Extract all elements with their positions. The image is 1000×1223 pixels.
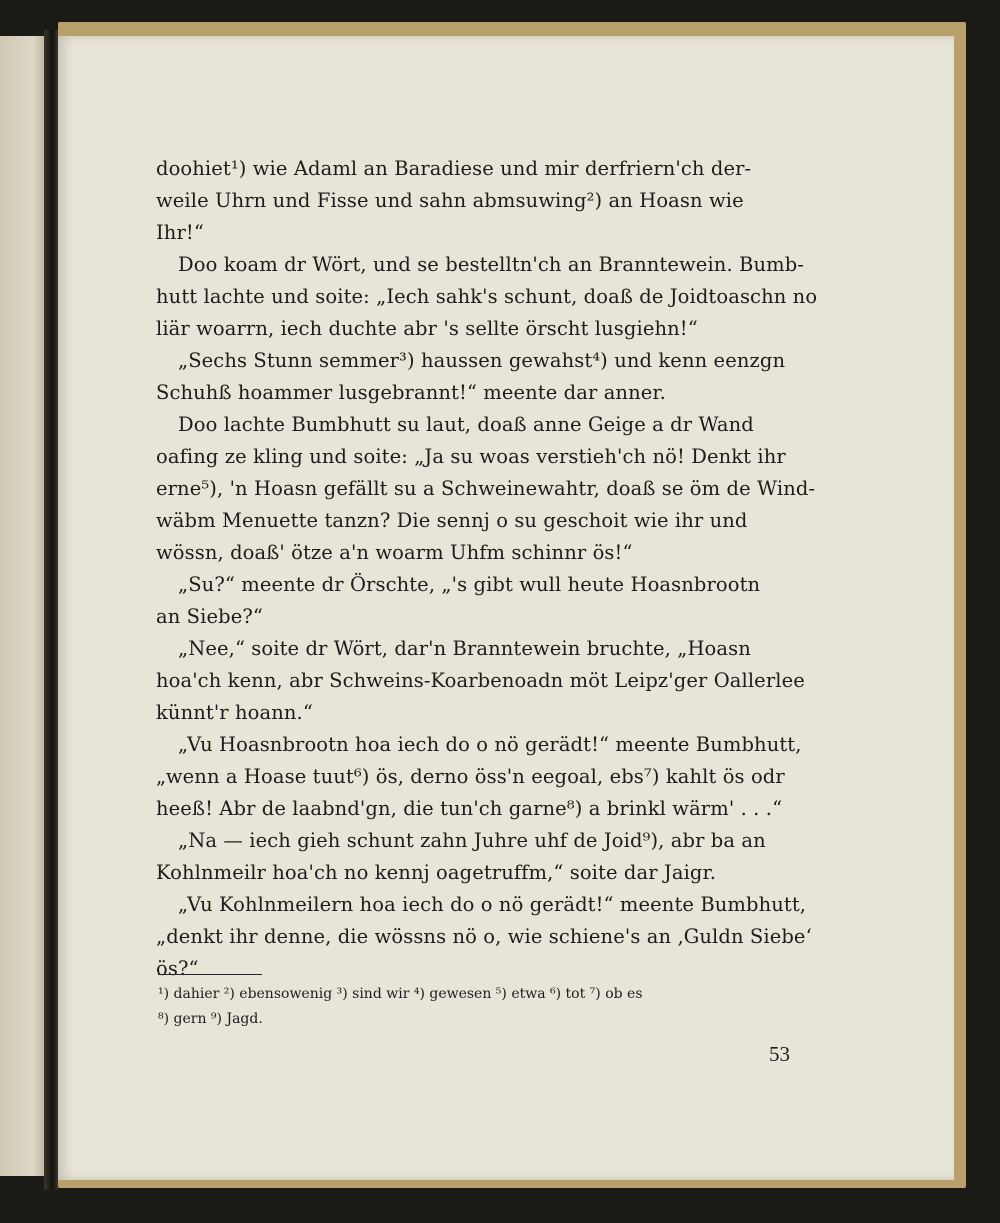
text-line: Ihr!“ <box>156 221 204 244</box>
text-line: heeß! Abr de laabnd'gn, die tun'ch garne⁸) a brinkl wärm' . . .“ <box>156 797 783 820</box>
text-line: „wenn a Hoase tuut⁶) ös, derno öss'n eegoal, ebs⁷) kahlt ös odr <box>156 765 785 788</box>
text-line: erne⁵), 'n Hoasn gefällt su a Schweinewahtr, doaß se öm de Wind- <box>156 477 816 500</box>
text-line: „Na — iech gieh schunt zahn Juhre uhf de Joid⁹), abr ba an <box>178 829 766 852</box>
text-line: doohiet¹) wie Adaml an Baradiese und mir derfriern'ch der- <box>156 157 752 180</box>
text-line: oafing ze kling und soite: „Ja su woas verstieh'ch nö! Denkt ihr <box>156 445 786 468</box>
text-line: „Vu Hoasnbrootn hoa iech do o nö gerädt!“ meente Bumbhutt, <box>178 733 802 756</box>
footnotes <box>158 982 848 1032</box>
footnote-line: ¹) dahier ²) ebensowenig ³) sind wir ⁴) gewesen ⁵) etwa ⁶) tot ⁷) ob es <box>158 986 643 1002</box>
text-line: „Sechs Stunn semmer³) haussen gewahst⁴) und kenn eenzgn <box>178 349 786 372</box>
text-line: weile Uhrn und Fisse und sahn abmsuwing²) an Hoasn wie <box>156 189 744 212</box>
text-line: Doo lachte Bumbhutt su laut, doaß anne Geige a dr Wand <box>178 413 754 436</box>
text-line: künnt'r hoann.“ <box>156 701 313 724</box>
text-line: ös?“ <box>156 957 199 980</box>
text-line: „denkt ihr denne, die wössns nö o, wie schiene's an ‚Guldn Siebe‘ <box>156 925 812 948</box>
text-line: hutt lachte und soite: „Iech sahk's schunt, doaß de Joidtoaschn no <box>156 285 818 308</box>
text-line: liär woarrn, iech duchte abr 's sellte örscht lusgiehn!“ <box>156 317 698 340</box>
text-line: „Vu Kohlnmeilern hoa iech do o nö gerädt!“ meente Bumbhutt, <box>178 893 807 916</box>
footnote-line: ⁸) gern ⁹) Jagd. <box>158 1011 263 1027</box>
book-page <box>58 36 954 1180</box>
book-gutter <box>44 30 58 1190</box>
text-line: wäbm Menuette tanzn? Die sennj o su geschoit wie ihr und <box>156 509 748 532</box>
text-line: an Siebe?“ <box>156 605 263 628</box>
text-line: Doo koam dr Wört, und se bestelltn'ch an Branntewein. Bumb- <box>178 253 804 276</box>
footnote-divider <box>158 974 262 975</box>
text-line: Kohlnmeilr hoa'ch no kennj oagetruffm,“ soite dar Jaigr. <box>156 861 717 884</box>
text-line: wössn, doaß' ötze a'n woarm Uhfm schinnr ös!“ <box>156 541 633 564</box>
text-line: Schuhß hoammer lusgebrannt!“ meente dar anner. <box>156 381 666 404</box>
page-number: 53 <box>769 1042 790 1066</box>
body-text <box>156 153 846 985</box>
text-line: „Nee,“ soite dr Wört, dar'n Branntewein bruchte, „Hoasn <box>178 637 751 660</box>
text-line: „Su?“ meente dr Örschte, „'s gibt wull heute Hoasnbrootn <box>178 573 761 596</box>
text-line: hoa'ch kenn, abr Schweins-Koarbenoadn möt Leipz'ger Oallerlee <box>156 669 805 692</box>
left-page-edge <box>0 36 47 1176</box>
